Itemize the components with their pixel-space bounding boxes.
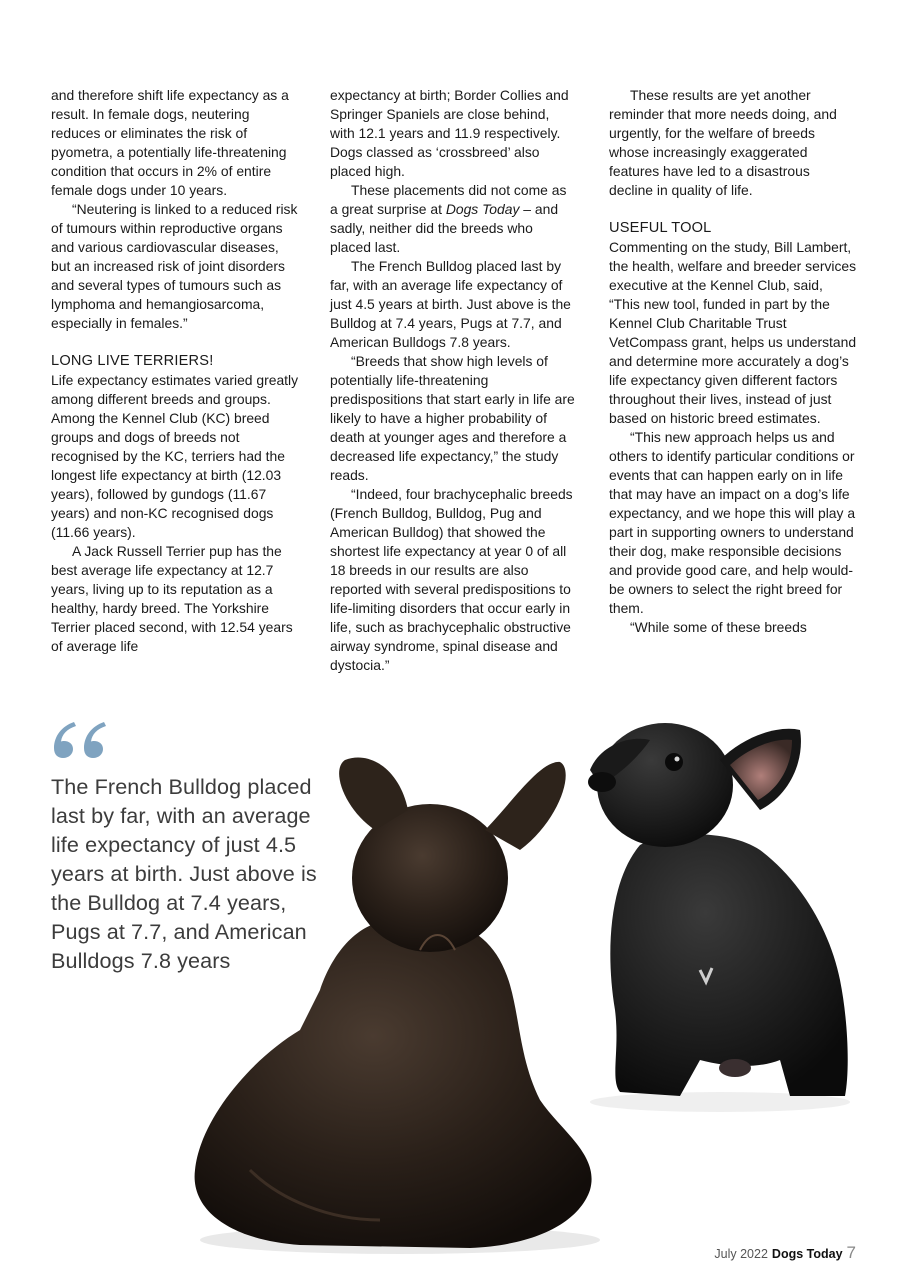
article-column-2 xyxy=(330,86,576,675)
paragraph: “Indeed, four brachycephalic breeds (French Bulldog, Bulldog, Pug and American Bulldog) that showed the shortest life expectancy at year 0 of all 18 breeds in our results are also reported with several predispositions to life-limiting disorders that occur early in life, such as brachycephalic obstructive airway syndrome, spinal disease and dystocia.” xyxy=(330,486,573,673)
article-column-3 xyxy=(609,86,857,637)
section-heading-useful-tool: USEFUL TOOL xyxy=(609,220,712,236)
page-footer xyxy=(714,1243,856,1263)
paragraph: expectancy at birth; Border Collies and Springer Spaniels are close behind, with 12.1 years and 11.9 respectively. Dogs classed as ‘crossbreed’ also placed high. xyxy=(330,87,569,179)
quote-mark-icon xyxy=(50,718,110,762)
paragraph: Life expectancy estimates varied greatly among different breeds and groups. Among the Kennel Club (KC) breed groups and dogs of breeds not recognised by the KC, terriers had the longest life expectancy at birth (12.03 years), followed by gundogs (11.67 years) and non-KC recognised dogs (11.66 years). xyxy=(51,372,299,540)
paragraph: The French Bulldog placed last by far, with an average life expectancy of just 4.5 years at birth. Just above is the Bulldog at 7.4 years, Pugs at 7.7, and American Bulldogs 7.8 years. xyxy=(330,258,571,350)
paragraph: “This new approach helps us and others to identify particular conditions or events that can happen early on in life that may have an impact on a dog’s life expectancy, and we hope this will play a part in supporting owners to understand their dog, make responsible decisions and provide good care, and help would-be owners to select the right breed for them. xyxy=(609,429,856,616)
paragraph: and therefore shift life expectancy as a result. In female dogs, neutering reduces or eliminates the risk of pyometra, a potentially life-threatening condition that occurs in 2% of entire female dogs under 10 years. xyxy=(51,87,289,198)
paragraph: Commenting on the study, Bill Lambert, the health, welfare and breeder services executive at the Kennel Club, said, “This new tool, funded in part by the Kennel Club Charitable Trust VetCompass grant, helps us understand and determine more accurately a dog’s life expectancy given different factors throughout their lives, instead of just based on historic breed estimates. xyxy=(609,239,857,426)
paragraph: “Breeds that show high levels of potentially life-threatening predispositions that start early in life are likely to have a higher probability of death at younger ages and therefore a decreased life expectancy,” the study reads. xyxy=(330,353,575,483)
right-puppy-image xyxy=(588,723,850,1112)
page-number: 7 xyxy=(846,1243,856,1262)
paragraph: These results are yet another reminder that more needs doing, and urgently, for the welfare of breeds whose increasingly exaggerated features have led to a disastrous decline in quality of life. xyxy=(609,87,837,198)
paragraph: “While some of these breeds xyxy=(630,619,807,635)
magazine-name-italic: Dogs Today xyxy=(445,201,520,217)
paragraph: “Neutering is linked to a reduced risk of tumours within reproductive organs and various cardiovascular diseases, but an increased risk of joint disorders and several types of tumours such as lymphoma and hemangiosarcoma, especially in females.” xyxy=(51,201,298,331)
magazine-title: Dogs Today xyxy=(771,1247,843,1261)
paragraph: These placements did not come as a great surprise at Dogs Today – and sadly, neither did the breeds who placed last. xyxy=(330,182,567,255)
section-heading-long-live-terriers: LONG LIVE TERRIERS! xyxy=(51,353,214,369)
issue-date: July 2022 xyxy=(714,1247,768,1261)
paragraph: A Jack Russell Terrier pup has the best average life expectancy at 12.7 years, living up to its reputation as a healthy, hardy breed. The Yorkshire Terrier placed second, with 12.54 years of average life xyxy=(51,543,293,654)
article-column-1 xyxy=(51,86,299,656)
pull-quote: The French Bulldog placed last by far, with an average life expectancy of just 4.5 years at birth. Just above is the Bulldog at 7.4 years, Pugs at 7.7, and American Bulldogs 7.8 years xyxy=(51,774,317,973)
